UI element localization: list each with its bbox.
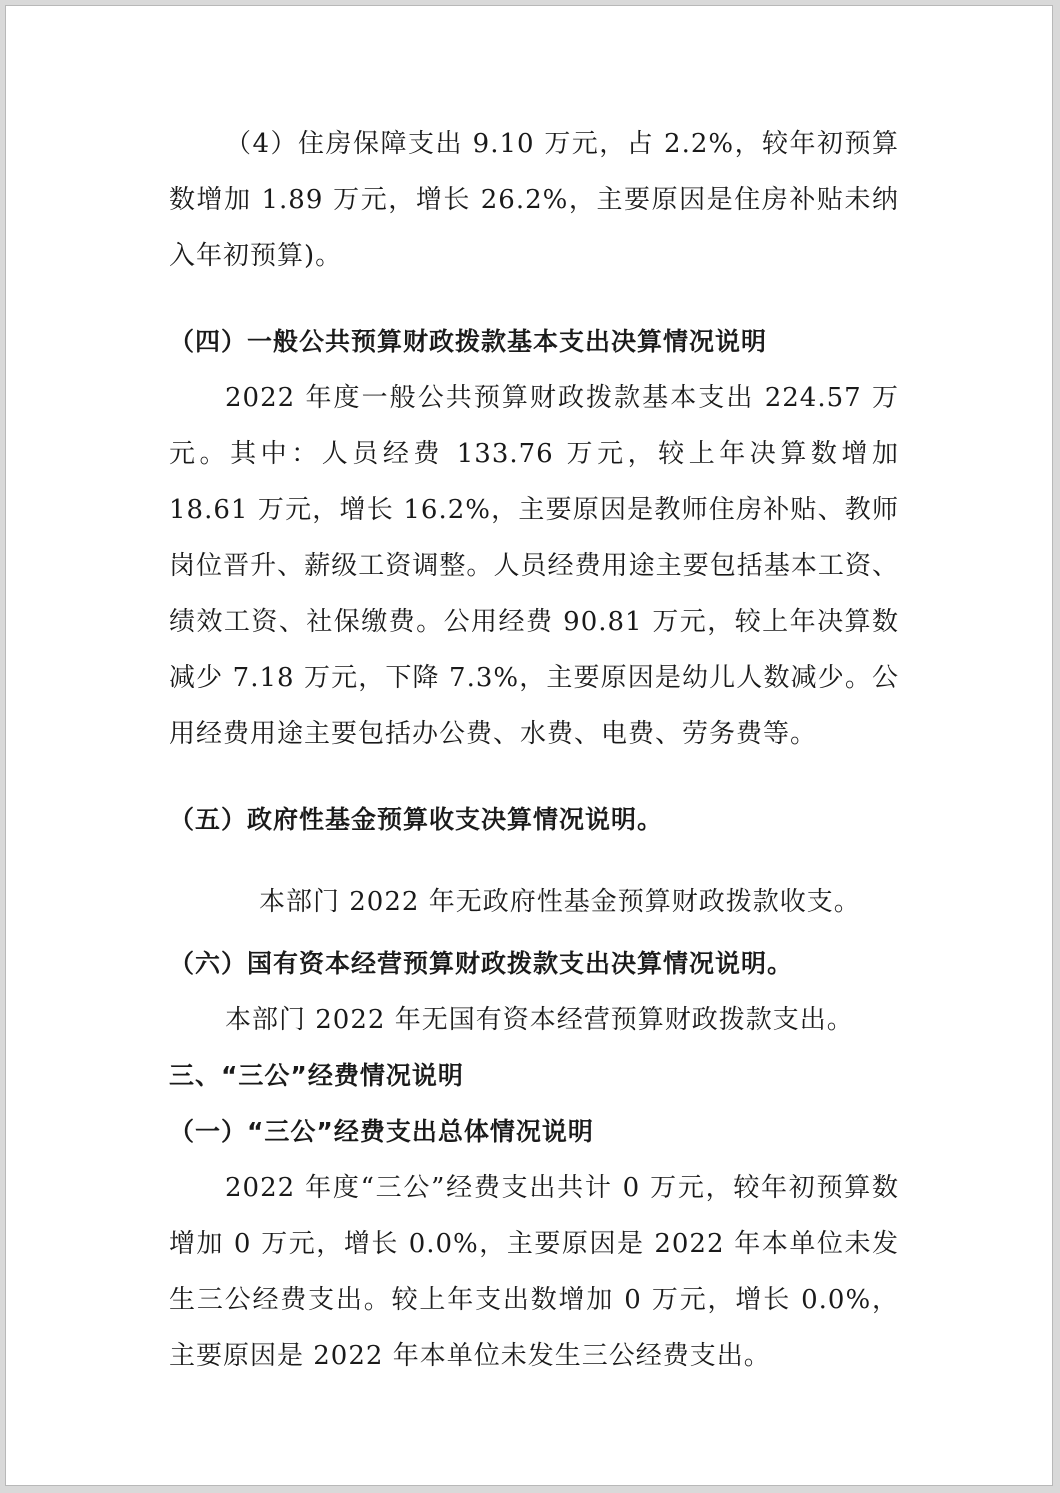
document-body xyxy=(169,116,899,1384)
heading-government-fund: （五）政府性基金预算收支决算情况说明。 xyxy=(169,805,664,834)
document-page xyxy=(5,5,1053,1486)
heading-basic-expenditure: （四）一般公共预算财政拨款基本支出决算情况说明 xyxy=(169,327,768,356)
section-three-public-expenses: 三、“三公”经费情况说明 xyxy=(169,1061,464,1090)
paragraph-housing-expenditure: （4）住房保障支出 9.10 万元，占 2.2%，较年初预算数增加 1.89 万元，增长 26.2%，主要原因是住房补贴未纳入年初预算)。 xyxy=(169,129,899,271)
heading-three-public-overall: （一）“三公”经费支出总体情况说明 xyxy=(169,1117,594,1146)
paragraph-three-public-overall: 2022 年度“三公”经费支出共计 0 万元，较年初预算数增加 0 万元，增长 0.0%，主要原因是 2022 年本单位未发生三公经费支出。较上年支出数增加 0 万元，增长 0.0%，主要原因是 2022 年本单位未发生三公经费支出。 xyxy=(169,1173,899,1371)
paragraph-state-capital: 本部门 2022 年无国有资本经营预算财政拨款支出。 xyxy=(225,1005,854,1035)
paragraph-government-fund: 本部门 2022 年无政府性基金预算财政拨款收支。 xyxy=(259,887,861,917)
paragraph-basic-expenditure: 2022 年度一般公共预算财政拨款基本支出 224.57 万元。其中：人员经费 133.76 万元，较上年决算数增加 18.61 万元，增长 16.2%，主要原因是教师住房补贴、教师岗位晋升、薪级工资调整。人员经费用途主要包括基本工资、绩效工资、社保缴费。公用经费 90.81 万元，较上年决算数减少 7.18 万元，下降 7.3%，主要原因是幼儿人数减少。公用经费用途主要包括办公费、水费、电费、劳务费等。 xyxy=(169,383,899,749)
heading-state-capital: （六）国有资本经营预算财政拨款支出决算情况说明。 xyxy=(169,949,794,978)
